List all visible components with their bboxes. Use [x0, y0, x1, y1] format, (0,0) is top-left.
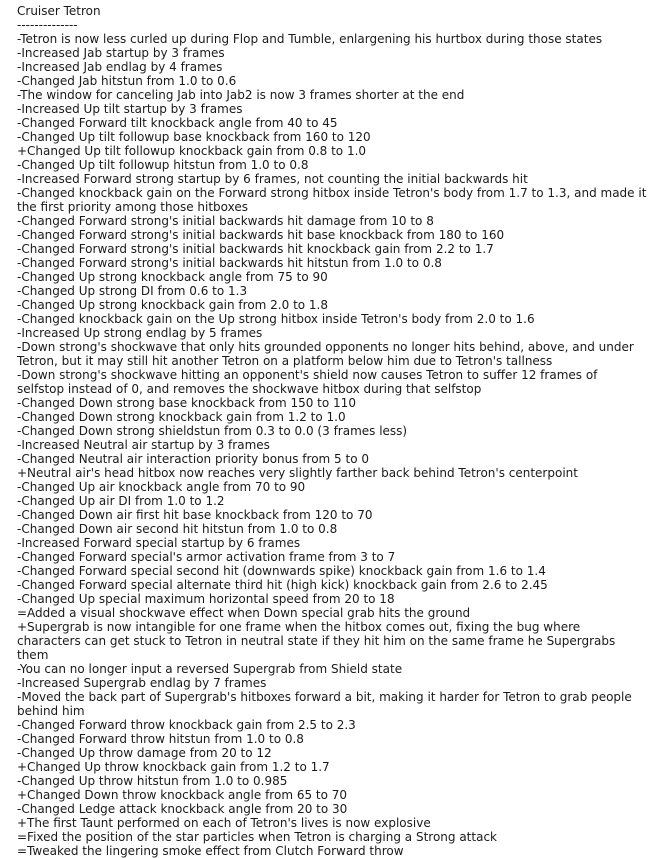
changelog-line: -Changed Up air DI from 1.0 to 1.2: [17, 494, 225, 508]
changelog-line: =Added a visual shockwave effect when Down special grab hits the ground: [17, 606, 471, 620]
changelog-line: -Changed Neutral air interaction priority bonus from 5 to 0: [17, 452, 369, 466]
changelog-line: +Supergrab is now intangible for one frame when the hitbox comes out, fixing the bug where characters can get stuck to Tetron in neutral state if they hit him on the same frame he Supergrabs them: [17, 620, 616, 662]
changelog-line: -Changed Forward tilt knockback angle from 40 to 45: [17, 116, 338, 130]
changelog-line: -Changed Down strong shieldstun from 0.3 to 0.0 (3 frames less): [17, 424, 408, 438]
changelog-line: -Changed Up throw hitstun from 1.0 to 0.985: [17, 774, 288, 788]
changelog-line: -Changed Down strong knockback gain from 1.2 to 1.0: [17, 410, 346, 424]
changelog-line: +The first Taunt performed on each of Tetron's lives is now explosive: [17, 816, 431, 830]
changelog-line: -Changed Up strong knockback gain from 2.0 to 1.8: [17, 298, 329, 312]
changelog-line: -Increased Supergrab endlag by 7 frames: [17, 676, 267, 690]
changelog-list: [17, 32, 647, 858]
changelog-line: -Changed Forward strong's initial backwards hit hitstun from 1.0 to 0.8: [17, 256, 442, 270]
changelog-line: -Increased Forward special startup by 6 frames: [17, 536, 301, 550]
changelog-line: -Changed Up tilt followup base knockback from 160 to 120: [17, 130, 371, 144]
changelog-line: -Down strong's shockwave hitting an opponent's shield now causes Tetron to suffer 12 frames of selfstop instead of 0, and removes the shockwave hitbox during that selfstop: [17, 368, 598, 396]
changelog-line: -Increased Jab startup by 3 frames: [17, 46, 225, 60]
changelog-line: -Changed Up air knockback angle from 70 to 90: [17, 480, 306, 494]
changelog-line: -Changed Forward throw hitstun from 1.0 to 0.8: [17, 732, 304, 746]
changelog-line: -Changed Forward strong's initial backwards hit base knockback from 180 to 160: [17, 228, 505, 242]
changelog-line: -Changed Forward special second hit (downwards spike) knockback gain from 1.6 to 1.4: [17, 564, 546, 578]
changelog-line: -Changed Up strong knockback angle from 75 to 90: [17, 270, 328, 284]
changelog-line: -Changed Forward strong's initial backwards hit knockback gain from 2.2 to 1.7: [17, 242, 494, 256]
changelog-line: -Increased Up strong endlag by 5 frames: [17, 326, 263, 340]
changelog-line: +Changed Up throw knockback gain from 1.2 to 1.7: [17, 760, 330, 774]
changelog-line: -Moved the back part of Supergrab's hitboxes forward a bit, making it harder for Tetron to grab people behind him: [17, 690, 632, 718]
changelog-line: -Changed Forward throw knockback gain from 2.5 to 2.3: [17, 718, 356, 732]
changelog-line: +Neutral air's head hitbox now reaches very slightly farther back behind Tetron's centerpoint: [17, 466, 578, 480]
changelog-line: -Down strong's shockwave that only hits grounded opponents no longer hits behind, above, and under Tetron, but it may still hit another Tetron on a platform below him due to Tetron's tallness: [17, 340, 634, 368]
changelog-line: -Changed Ledge attack knockback angle from 20 to 30: [17, 802, 348, 816]
changelog-line: -Changed Up throw damage from 20 to 12: [17, 746, 272, 760]
changelog-line: -You can no longer input a reversed Supergrab from Shield state: [17, 662, 403, 676]
title-separator: --------------: [17, 18, 78, 32]
changelog-line: -Changed Forward special alternate third hit (high kick) knockback gain from 2.6 to 2.45: [17, 578, 548, 592]
changelog-line: -Changed Jab hitstun from 1.0 to 0.6: [17, 74, 237, 88]
changelog-line: -Changed knockback gain on the Up strong hitbox inside Tetron's body from 2.0 to 1.6: [17, 312, 535, 326]
changelog-line: -Increased Neutral air startup by 3 frames: [17, 438, 270, 452]
changelog-line: -Changed Down air second hit hitstun from 1.0 to 0.8: [17, 522, 338, 536]
patch-notes-document: [17, 4, 647, 858]
changelog-line: -Changed knockback gain on the Forward strong hitbox inside Tetron's body from 1.7 to 1.3, and made it the first priority among those hitboxes: [17, 186, 647, 214]
changelog-line: -Changed Up strong DI from 0.6 to 1.3: [17, 284, 248, 298]
changelog-line: +Changed Up tilt followup knockback gain from 0.8 to 1.0: [17, 144, 367, 158]
changelog-line: -Changed Forward strong's initial backwards hit damage from 10 to 8: [17, 214, 434, 228]
changelog-line: -Changed Down air first hit base knockback from 120 to 70: [17, 508, 373, 522]
changelog-line: -Tetron is now less curled up during Flop and Tumble, enlargening his hurtbox during those states: [17, 32, 603, 46]
changelog-line: =Tweaked the lingering smoke effect from Clutch Forward throw: [17, 844, 404, 858]
changelog-line: -The window for canceling Jab into Jab2 is now 3 frames shorter at the end: [17, 88, 465, 102]
changelog-line: -Increased Forward strong startup by 6 frames, not counting the initial backwards hit: [17, 172, 528, 186]
changelog-line: =Fixed the position of the star particles when Tetron is charging a Strong attack: [17, 830, 497, 844]
changelog-line: -Increased Jab endlag by 4 frames: [17, 60, 223, 74]
document-title: Cruiser Tetron: [17, 4, 101, 18]
changelog-line: -Changed Up special maximum horizontal speed from 20 to 18: [17, 592, 395, 606]
changelog-line: -Changed Down strong base knockback from 150 to 110: [17, 396, 356, 410]
changelog-line: -Changed Forward special's armor activation frame from 3 to 7: [17, 550, 396, 564]
changelog-line: -Increased Up tilt startup by 3 frames: [17, 102, 243, 116]
changelog-line: +Changed Down throw knockback angle from 65 to 70: [17, 788, 348, 802]
changelog-line: -Changed Up tilt followup hitstun from 1.0 to 0.8: [17, 158, 309, 172]
